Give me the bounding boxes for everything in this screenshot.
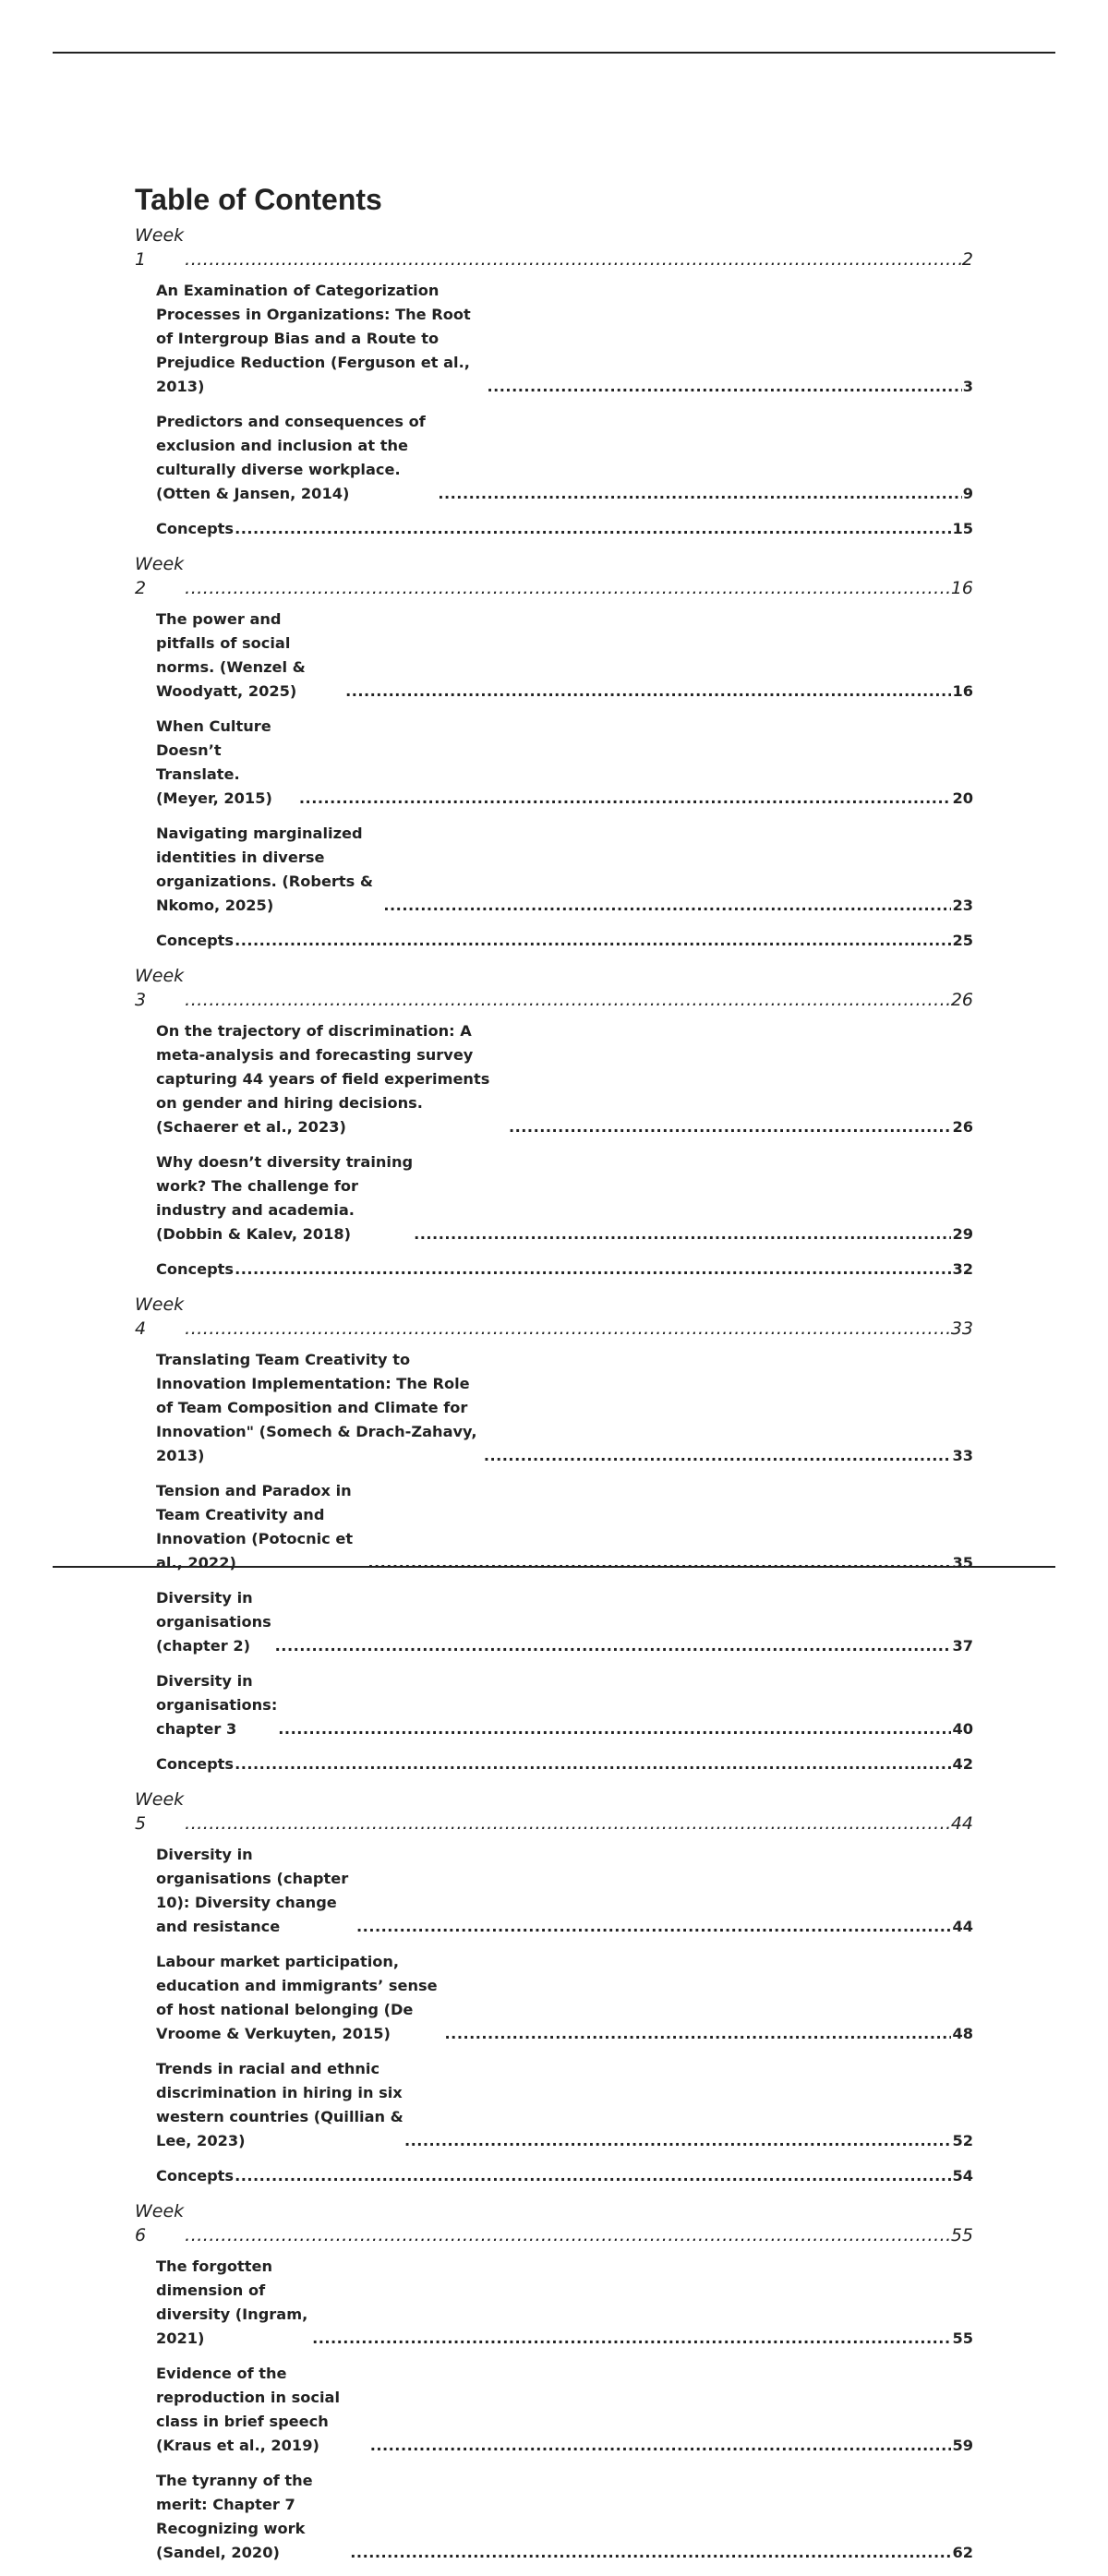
dot-leader <box>235 1752 951 1776</box>
dot-leader <box>185 1317 950 1341</box>
toc-page-number: 44 <box>952 1918 973 1935</box>
toc-heading: Table of Contents <box>135 183 382 216</box>
toc-entry-title: Concepts <box>156 1260 235 1278</box>
toc-page-number: 16 <box>950 578 973 598</box>
dot-leader <box>367 1551 951 1575</box>
toc-entry-title: Week 4 <box>135 1294 185 1339</box>
toc-entry-title: Week 5 <box>135 1789 185 1834</box>
dot-leader <box>185 2223 950 2247</box>
toc-week-heading[interactable] <box>135 964 973 1012</box>
toc-page-number: 33 <box>952 1447 973 1464</box>
dot-leader <box>487 375 961 399</box>
toc-page-number: 26 <box>952 1118 973 1136</box>
toc-page-number: 55 <box>950 2225 973 2245</box>
toc-entry-title: Week 2 <box>135 554 185 598</box>
toc-entry[interactable] <box>135 1479 973 1575</box>
dot-leader <box>185 247 961 271</box>
dot-leader <box>356 1915 951 1939</box>
toc-entry-title: Tension and Paradox in Team Creativity and Innovation (Potocnic et al., 2022) <box>156 1482 354 1571</box>
toc-entry[interactable] <box>135 1752 973 1776</box>
toc-entry[interactable] <box>135 929 973 953</box>
dot-leader <box>299 787 952 811</box>
toc-entry-title: Trends in racial and ethnic discrimination in hiring in six western countries (Quillian & Lee, 2023) <box>156 2060 403 2149</box>
dot-leader <box>185 988 950 1012</box>
toc-page-number: 2 <box>961 249 973 270</box>
toc-entry-title: Navigating marginalized identities in diverse organizations. (Roberts & Nkomo, 2025) <box>156 825 374 914</box>
toc-week-heading[interactable] <box>135 223 973 271</box>
toc-entry-title: Concepts <box>156 2167 235 2185</box>
toc-week-heading[interactable] <box>135 552 973 600</box>
toc-page-number: 29 <box>952 1225 973 1243</box>
toc-entry[interactable] <box>135 1258 973 1282</box>
toc-entry[interactable] <box>135 2469 973 2565</box>
toc-page-number: 16 <box>952 682 973 700</box>
toc-entry-title: Concepts <box>156 932 235 949</box>
toc-entry[interactable] <box>135 2057 973 2153</box>
dot-leader <box>185 576 950 600</box>
toc-entry[interactable] <box>135 608 973 704</box>
toc-entry[interactable] <box>135 2255 973 2351</box>
dot-leader <box>383 894 951 918</box>
toc-week-heading[interactable] <box>135 2199 973 2247</box>
toc-page-number: 20 <box>952 789 973 807</box>
footer-rule <box>53 1566 1055 1568</box>
dot-leader <box>235 2164 951 2188</box>
toc-entry-title: The tyranny of the merit: Chapter 7 Recognizing work (Sandel, 2020) <box>156 2472 313 2561</box>
dot-leader <box>345 680 951 704</box>
dot-leader <box>185 1812 950 1836</box>
toc-page-number: 40 <box>952 1720 973 1738</box>
toc-entry[interactable] <box>135 279 973 399</box>
toc-entry-title: Why doesn’t diversity training work? The challenge for industry and academia. (Dobbin & Kalev, 2018) <box>156 1153 414 1243</box>
dot-leader <box>278 1717 951 1741</box>
toc-entry-title: The forgotten dimension of diversity (Ingram, 2021) <box>156 2257 308 2347</box>
toc-entry-title: Concepts <box>156 520 235 537</box>
dot-leader <box>414 1222 951 1246</box>
toc-entry-title: The power and pitfalls of social norms. (Wenzel & Woodyatt, 2025) <box>156 610 306 700</box>
toc-page-number: 15 <box>952 520 973 537</box>
toc-page-number: 54 <box>952 2167 973 2185</box>
toc-entry-title: When Culture Doesn’t Translate. (Meyer, 2015) <box>156 717 272 807</box>
dot-leader <box>235 1258 951 1282</box>
dot-leader <box>445 2022 952 2046</box>
toc-entry[interactable] <box>135 1019 973 1139</box>
toc-page-number: 37 <box>952 1637 973 1655</box>
toc-page-number: 52 <box>952 2132 973 2149</box>
toc-page-number: 26 <box>950 990 973 1010</box>
toc-entry-title: An Examination of Categorization Processes in Organizations: The Root of Intergroup Bias and a Route to Prejudice Reduction (Ferguson et al., 2013) <box>156 282 471 395</box>
toc-page-number: 9 <box>962 485 973 502</box>
toc-page-number: 48 <box>952 2025 973 2042</box>
toc-entry-list <box>135 223 973 2565</box>
toc-entry[interactable] <box>135 822 973 918</box>
toc-entry-title: Predictors and consequences of exclusion and inclusion at the culturally diverse workplace. (Otten & Jansen, 2014) <box>156 413 426 502</box>
toc-entry-title: Labour market participation, education and immigrants’ sense of host national belonging (De Vroome & Verkuyten, 2015) <box>156 1953 438 2042</box>
toc-entry-title: Concepts <box>156 1755 235 1773</box>
toc-page-number: 59 <box>952 2437 973 2454</box>
dot-leader <box>438 482 961 506</box>
toc-page-number: 55 <box>952 2329 973 2347</box>
toc-page-number: 25 <box>952 932 973 949</box>
toc-page-number: 23 <box>952 897 973 914</box>
toc-entry-title: On the trajectory of discrimination: A meta-analysis and forecasting survey capturing 44 years of field experiments on gender and hiring decisions. (Schaerer et al., 2023) <box>156 1022 490 1136</box>
dot-leader <box>404 2129 952 2153</box>
toc-entry[interactable] <box>135 1669 973 1741</box>
dot-leader <box>509 1115 952 1139</box>
toc-page-number: 3 <box>962 378 973 395</box>
dot-leader <box>312 2327 951 2351</box>
header-rule <box>53 52 1055 54</box>
toc-page-number: 33 <box>950 1318 973 1339</box>
toc-entry[interactable] <box>135 1586 973 1658</box>
toc-entry[interactable] <box>135 715 973 811</box>
toc-entry-title: Evidence of the reproduction in social class in brief speech (Kraus et al., 2019) <box>156 2365 341 2454</box>
toc-entry-title: Diversity in organisations (chapter 2) <box>156 1589 271 1655</box>
toc-entry-title: Diversity in organisations (chapter 10): Diversity change and resistance <box>156 1846 349 1935</box>
toc-entry[interactable] <box>135 517 973 541</box>
toc-entry-title: Week 1 <box>135 225 185 270</box>
toc-entry[interactable] <box>135 1150 973 1246</box>
dot-leader <box>235 929 951 953</box>
toc-week-heading[interactable] <box>135 1293 973 1341</box>
toc-entry[interactable] <box>135 2362 973 2458</box>
toc-entry[interactable] <box>135 1950 973 2046</box>
toc-entry-title: Translating Team Creativity to Innovation Implementation: The Role of Team Composition and Climate for Innovation" (Somech & Drach-Zahavy, 2013) <box>156 1351 477 1464</box>
dot-leader <box>275 1634 952 1658</box>
toc-page-number: 44 <box>950 1813 973 1834</box>
toc-page-number: 35 <box>952 1554 973 1571</box>
toc-entry[interactable] <box>135 1843 973 1939</box>
table-of-contents <box>135 181 973 2576</box>
toc-page-number: 62 <box>952 2544 973 2561</box>
toc-page-number: 42 <box>952 1755 973 1773</box>
toc-entry-title: Diversity in organisations: chapter 3 <box>156 1672 278 1738</box>
toc-entry[interactable] <box>135 410 973 506</box>
toc-entry-title: Week 6 <box>135 2201 185 2245</box>
dot-leader <box>350 2541 951 2565</box>
toc-page-number: 32 <box>952 1260 973 1278</box>
dot-leader <box>484 1444 952 1468</box>
toc-entry[interactable] <box>135 2164 973 2188</box>
toc-entry-title: Week 3 <box>135 966 185 1010</box>
dot-leader <box>235 517 951 541</box>
dot-leader <box>370 2434 952 2458</box>
toc-entry[interactable] <box>135 1348 973 1468</box>
toc-week-heading[interactable] <box>135 1788 973 1836</box>
